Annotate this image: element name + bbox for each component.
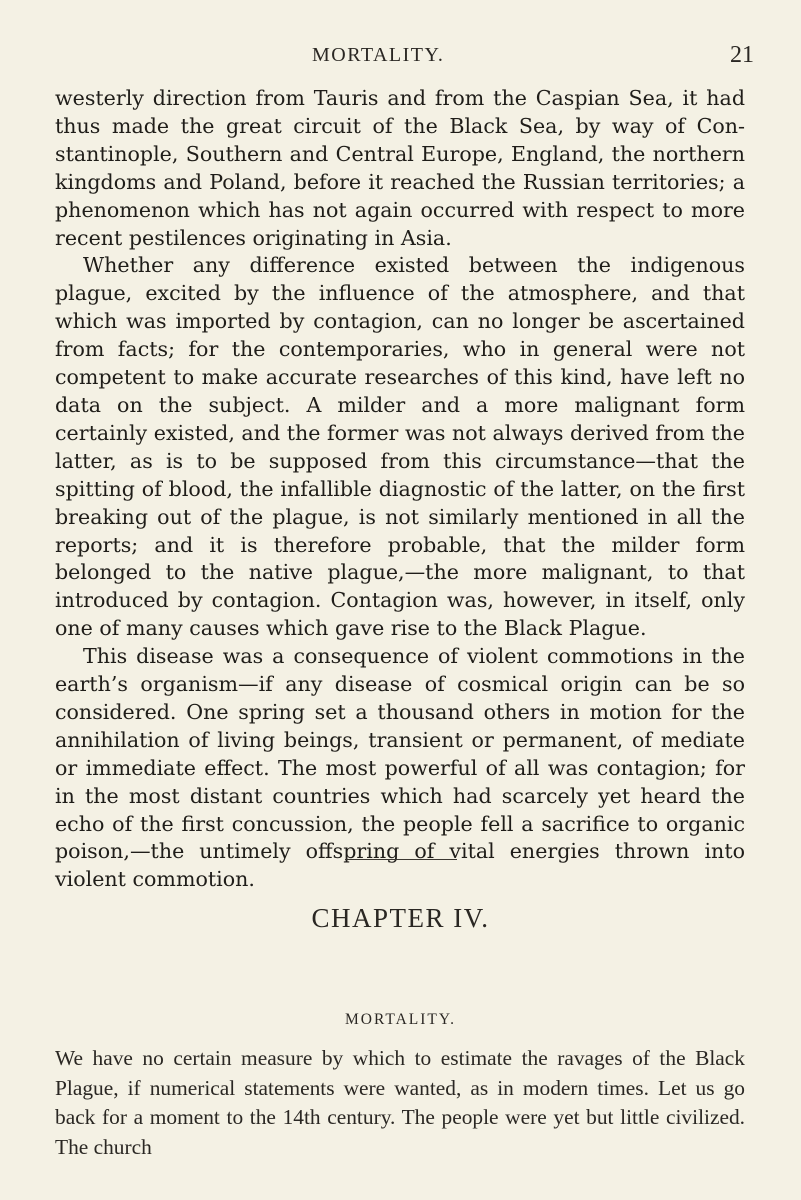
paragraph: We have no certain measure by which to estimate the ravages of the Black Plague, if numerical statements were wanted, as in modern times. Let us go back for a moment to the 14th century. The people were yet but little civilized. The church — [55, 1046, 745, 1159]
paragraph: westerly direction from Tauris and from the Caspian Sea, it had thus made the great circuit of the Black Sea, by way of Constantinople, Southern and Central Europe, England, the northern kingdoms and Poland, before it reached the Russian territories; a phenomenon which has not again occurred with respect to more recent pestilences originating in Asia. — [55, 86, 745, 250]
chapter-subtitle: MORTALITY. — [345, 1011, 456, 1028]
body-text — [55, 85, 745, 894]
chapter-text — [55, 1044, 745, 1162]
paragraph: Whether any difference existed between the indigenous plague, excited by the influence of the atmosphere, and that which was imported by contagion, can no longer be ascertained from facts; for the contemporaries, who in general were not competent to make accurate researches of this kind, have left no data on the subject. A milder and a more malignant form certainly existed, and the former was not always derived from the latter, as is to be supposed from this circumstance—that the spitting of blood, the infallible diagnostic of the latter, on the first breaking out of the plague, is not similarly mentioned in all the reports; and it is therefore probable, that the milder form belonged to the native plague,—the more malignant, to that introduced by contagion. Contagion was, however, in itself, only one of many causes which gave rise to the Black Plague. — [55, 253, 745, 641]
page-number: 21 — [730, 42, 754, 68]
paragraph: This disease was a consequence of violent commotions in the earth’s organism—if any disease of cosmical origin can be so considered. One spring set a thousand others in motion for the annihilation of living beings, transient or permanent, of mediate or immediate effect. The most powerful of all was contagion; for in the most distant countries which had scarcely yet heard the echo of the first concussion, the people fell a sacrifice to organic poison,—the untimely offspring of vital energies thrown into violent commotion. — [55, 644, 745, 892]
running-title: MORTALITY. — [312, 44, 445, 66]
section-divider — [345, 859, 457, 860]
chapter-heading: CHAPTER IV. — [311, 903, 490, 933]
